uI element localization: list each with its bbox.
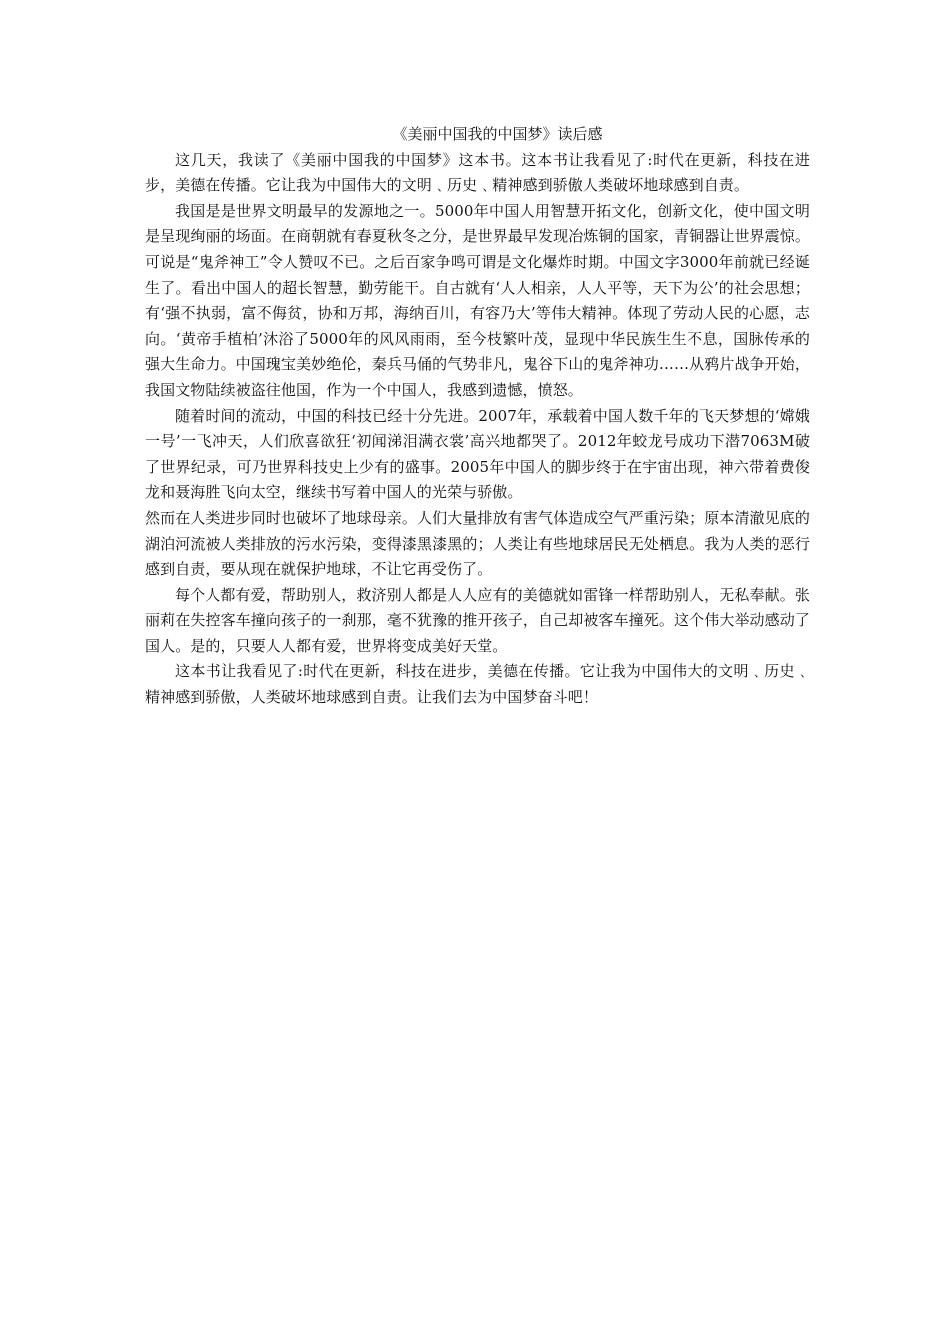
- paragraph-technology: 随着时间的流动，中国的科技已经十分先进。2007年，承载着中国人数千年的飞天梦想的‘嫦娥一号’一飞冲天，人们欣喜欲狂‘初闻涕泪满衣裳’高兴地都哭了。2012年蛟龙号成功下潜7063M破了世界纪录，可乃世界科技史上少有的盛事。2005年中国人的脚步终于在宇宙出现，神六带着费俊龙和聂海胜飞向太空，继续书写着中国人的光荣与骄傲。: [145, 406, 810, 502]
- document-title: 《美丽中国我的中国梦》读后感: [392, 125, 603, 143]
- paragraph-virtue: 每个人都有爱，帮助别人，救济别人都是人人应有的美德就如雷锋一样帮助别人，无私奉献。张丽莉在失控客车撞向孩子的一刹那，毫不犹豫的推开孩子，自己却被客车撞死。这个伟大举动感动了国人。是的，只要人人都有爱，世界将变成美好天堂。: [145, 585, 810, 655]
- paragraph-environment: 然而在人类进步同时也破坏了地球母亲。人们大量排放有害气体造成空气严重污染；原本清澈见底的湖泊河流被人类排放的污水污染，变得漆黑漆黑的；人类让有些地球居民无处栖息。我为人类的恶行感到自责，要从现在就保护地球，不让它再受伤了。: [145, 508, 810, 579]
- paragraph-civilization: 我国是是世界文明最早的发源地之一。5000年中国人用智慧开拓文化，创新文化，使中国文明是呈现绚丽的场面。在商朝就有春夏秋冬之分，是世界最早发现冶炼铜的国家，青铜器让世界震惊。可说是“鬼斧神工”令人赞叹不已。之后百家争鸣可谓是文化爆炸时期。中国文字3000年前就已经诞生了。看出中国人的超长智慧，勤劳能干。自古就有‘人人相亲，人人平等，天下为公’的社会思想；有‘强不执弱，富不侮贫，协和万邦，海纳百川，有容乃大’等伟大精神。体现了劳动人民的心愿，志向。‘黄帝手植柏’沐浴了5000年的风风雨雨，至今枝繁叶茂，显现中华民族生生不息，国脉传承的强大生命力。中国瑰宝美妙绝伦，秦兵马俑的气势非凡，鬼谷下山的鬼斧神功……从鸦片战争开始，我国文物陆续被盗往他国，作为一个中国人，我感到遗憾，愤怒。: [145, 201, 810, 399]
- paragraph-intro: 这几天，我读了《美丽中国我的中国梦》这本书。这本书让我看见了:时代在更新，科技在进步，美德在传播。它让我为中国伟大的文明﹑历史﹑精神感到骄傲人类破坏地球感到自责。: [145, 150, 810, 195]
- document-body: [145, 122, 810, 711]
- paragraph-conclusion: 这本书让我看见了:时代在更新，科技在进步，美德在传播。它让我为中国伟大的文明﹑历史﹑精神感到骄傲，人类破坏地球感到自责。让我们去为中国梦奋斗吧！: [145, 662, 810, 707]
